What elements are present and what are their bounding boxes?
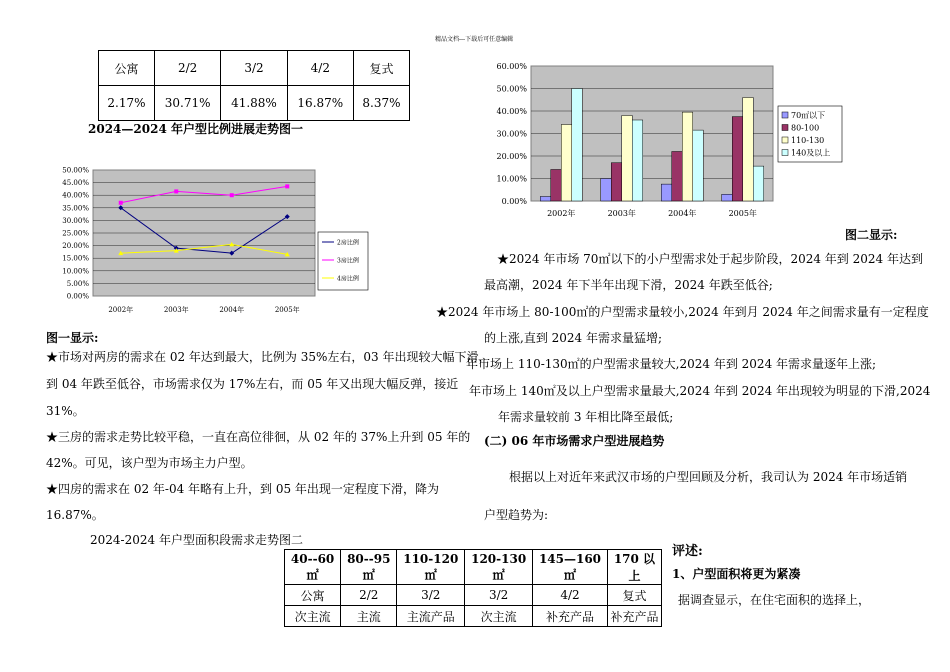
table-cell: 2.17% <box>99 86 155 121</box>
x-tick-label: 2002年 <box>108 306 134 314</box>
table-cell: 3/2 <box>221 51 287 86</box>
table-row <box>285 585 662 606</box>
table-cell: 复式 <box>607 585 661 606</box>
y-tick-label: 45.00% <box>62 179 89 188</box>
y-tick-label: 50.00% <box>62 166 89 175</box>
area-segment-table <box>284 549 662 627</box>
table-cell: 主流产品 <box>397 606 465 627</box>
y-tick-label: 0.00% <box>501 197 527 206</box>
x-tick-label: 2003年 <box>163 306 189 314</box>
table-cell: 4/2 <box>533 585 608 606</box>
line-chart <box>50 160 380 320</box>
section2-line: 户型趋势为: <box>484 508 549 522</box>
fig1-heading: 图一显示: <box>46 331 99 345</box>
y-tick-label: 50.00% <box>496 84 527 94</box>
table-cell: 3/2 <box>397 585 465 606</box>
review-subheading: 1、户型面积将更为紧凑 <box>672 567 801 581</box>
bar <box>561 125 572 202</box>
data-point <box>285 184 289 188</box>
table-cell: 公寓 <box>99 51 155 86</box>
y-tick-label: 20.00% <box>62 242 89 251</box>
x-tick-label: 2005年 <box>728 209 757 218</box>
bar <box>611 163 622 201</box>
y-tick-label: 60.00% <box>496 62 527 71</box>
fig2-line: 年市场上 110-130㎡的户型需求量较大,2024 年到 2024 年需求量逐年上涨; <box>466 357 877 371</box>
legend-swatch <box>782 137 788 143</box>
review-line: 据调查显示，在住宅面积的选择上， <box>678 593 871 607</box>
legend-label: 110-130 <box>791 136 825 145</box>
table-cell: 110-120㎡ <box>397 550 465 585</box>
legend-label: 4房比例 <box>337 275 359 283</box>
fig1-line: 16.87%。 <box>46 508 104 522</box>
fig2-line: ★2024 年市场上 80-100㎡的户型需求量较小,2024 年到月 2024 年之间需求量有一定程度 <box>436 305 929 319</box>
bar <box>661 184 672 201</box>
review-heading: 评述: <box>672 544 703 559</box>
fig1-line: ★四房的需求在 02 年-04 年略有上升，到 05 年出现一定程度下滑，降为 <box>46 482 439 496</box>
x-tick-label: 2004年 <box>219 306 245 314</box>
table-cell: 4/2 <box>287 51 353 86</box>
bar <box>753 166 764 201</box>
table-cell: 主流 <box>341 606 397 627</box>
table-cell: 补充产品 <box>607 606 661 627</box>
table-cell: 补充产品 <box>533 606 608 627</box>
bar <box>601 179 612 202</box>
fig1-line: ★市场对两房的需求在 02 年达到最大，比例为 35%左右，03 年出现较大幅下滑， <box>46 350 491 364</box>
table-cell: 复式 <box>353 51 409 86</box>
legend-swatch <box>782 150 788 156</box>
table-cell: 40--60㎡ <box>285 550 341 585</box>
fig2-title: 2024-2024 年户型面积段需求走势图二 <box>90 533 303 547</box>
table-cell: 170 以上 <box>607 550 661 585</box>
section2-line: 根据以上对近年来武汉市场的户型回顾及分析，我司认为 2024 年市场适销 <box>509 470 908 484</box>
table-cell: 30.71% <box>154 86 220 121</box>
table-cell: 120-130㎡ <box>465 550 533 585</box>
table-cell: 次主流 <box>285 606 341 627</box>
data-point <box>230 193 234 197</box>
bar <box>722 194 733 201</box>
bar <box>622 116 633 202</box>
bar <box>693 130 704 201</box>
data-point <box>119 201 123 205</box>
page-header: 精品文档---下载后可任意编辑 <box>435 36 514 43</box>
bar <box>551 170 562 202</box>
fig1-line: 31%。 <box>46 404 85 418</box>
table-row <box>99 86 410 121</box>
table-cell: 16.87% <box>287 86 353 121</box>
data-point <box>174 189 178 193</box>
x-tick-label: 2004年 <box>668 209 697 218</box>
bar-chart <box>478 56 848 226</box>
legend-label: 2房比例 <box>337 239 359 247</box>
y-tick-label: 40.00% <box>496 107 527 116</box>
table-cell: 8.37% <box>353 86 409 121</box>
x-tick-label: 2002年 <box>547 209 576 218</box>
x-tick-label: 2003年 <box>607 209 636 218</box>
fig1-line: 到 04 年跌至低谷，市场需求仅为 17%左右，而 05 年又出现大幅反弹，接近 <box>46 377 459 391</box>
legend-label: 80-100 <box>791 123 820 133</box>
bar <box>632 120 643 201</box>
table-row <box>285 606 662 627</box>
table-cell: 2/2 <box>341 585 397 606</box>
chart2-title: 图二显示: <box>845 228 898 242</box>
legend-swatch <box>782 112 788 118</box>
y-tick-label: 5.00% <box>66 279 89 288</box>
bar <box>572 89 583 202</box>
fig2-line: ★2024 年市场 70㎡以下的小户型需求处于起步阶段，2024 年到 2024 年达到 <box>497 252 923 266</box>
bar <box>672 152 683 202</box>
y-tick-label: 35.00% <box>62 204 89 213</box>
bar <box>682 112 693 201</box>
y-tick-label: 15.00% <box>62 254 89 263</box>
legend-label: 140及以上 <box>791 148 831 158</box>
table-cell: 41.88% <box>221 86 287 121</box>
y-tick-label: 30.00% <box>62 216 89 225</box>
table-row <box>285 550 662 585</box>
legend-label: 70㎡以下 <box>791 111 826 120</box>
bar <box>540 197 551 202</box>
table-cell: 80--95㎡ <box>341 550 397 585</box>
table-cell: 2/2 <box>154 51 220 86</box>
table-cell: 公寓 <box>285 585 341 606</box>
section2-heading: (二) 06 年市场需求户型进展趋势 <box>484 434 665 448</box>
bar <box>732 117 743 201</box>
fig1-line: ★三房的需求走势比较平稳，一直在高位徘徊，从 02 年的 37%上升到 05 年的 <box>46 430 471 444</box>
y-tick-label: 20.00% <box>496 152 527 161</box>
fig2-line: 年需求量较前 3 年相比降至最低; <box>498 410 674 424</box>
table-cell: 145—160㎡ <box>533 550 608 585</box>
y-tick-label: 10.00% <box>62 267 89 276</box>
y-tick-label: 30.00% <box>496 129 527 139</box>
table-row <box>99 51 410 86</box>
y-tick-label: 10.00% <box>496 174 527 184</box>
fig2-line: 年市场上 140㎡及以上户型需求量最大,2024 年到 2024 年出现较为明显的下滑,2024 <box>469 384 931 398</box>
y-tick-label: 0.00% <box>66 292 89 301</box>
legend-swatch <box>782 125 788 131</box>
fig2-line: 的上涨,直到 2024 年需求量猛增; <box>484 331 663 345</box>
table-cell: 3/2 <box>465 585 533 606</box>
fig2-line: 最高潮，2024 年下半年出现下滑，2024 年跌至低谷; <box>484 278 773 292</box>
table-cell: 次主流 <box>465 606 533 627</box>
bar <box>743 98 754 202</box>
y-tick-label: 40.00% <box>62 191 89 200</box>
y-tick-label: 25.00% <box>62 229 89 238</box>
legend-label: 3房比例 <box>337 257 359 265</box>
unit-ratio-table <box>98 50 410 121</box>
x-tick-label: 2005年 <box>274 306 300 314</box>
chart1-title: 2024—2024 年户型比例进展走势图一 <box>88 122 303 136</box>
fig1-line: 42%。可见，该户型为市场主力户型。 <box>46 456 253 470</box>
